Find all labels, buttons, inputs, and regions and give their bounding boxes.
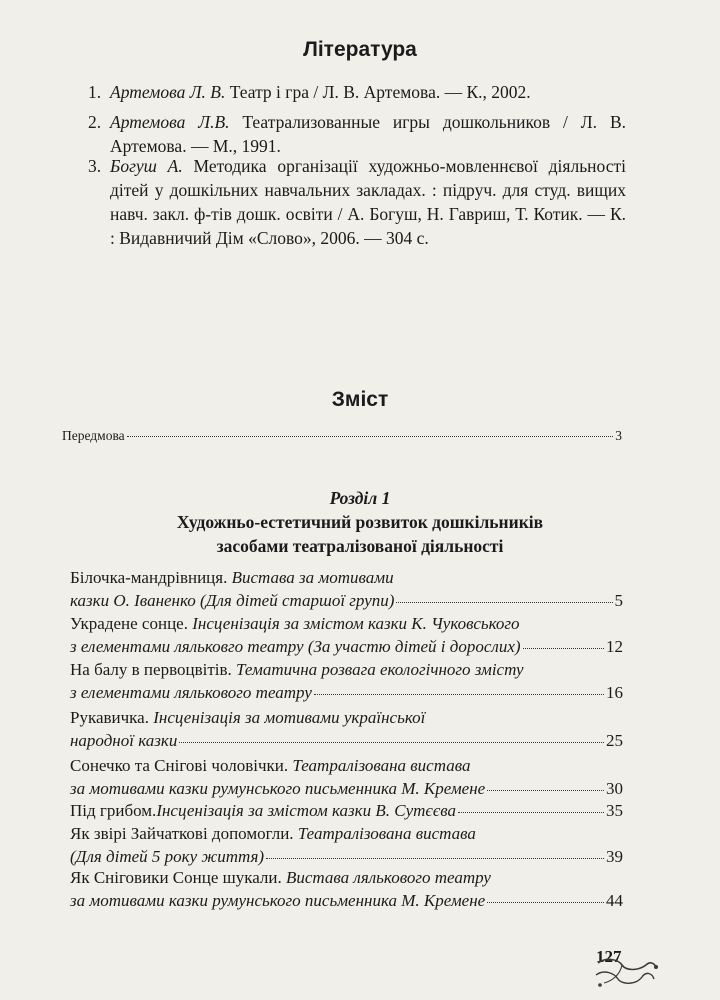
- literature-heading: Література: [303, 38, 417, 61]
- toc-entry-title: Як звірі Зайчаткові допомогли.: [70, 824, 298, 843]
- toc-entry-subtitle: Театралізована вистава: [292, 756, 471, 775]
- reference-number: 1.: [88, 82, 102, 102]
- dot-leader: [396, 602, 612, 603]
- toc-entry-page: 5: [614, 591, 623, 610]
- toc-entry-subtitle: Інсценізація за змістом казки В. Сутєєва: [156, 801, 457, 820]
- section-title-line: засобами театралізованої діяльності: [216, 536, 504, 556]
- toc-entry-title: Украдене сонце.: [70, 614, 193, 633]
- toc-entry-subtitle: Інсценізація за змістом казки К. Чуковського: [192, 614, 520, 633]
- toc-entry: [70, 658, 623, 704]
- toc-entry-title: На балу в первоцвітів.: [70, 660, 237, 679]
- toc-entry: [70, 822, 623, 868]
- toc-foreword-label: Передмова: [62, 428, 125, 443]
- toc-entry-title: Під грибом.: [70, 801, 157, 820]
- toc-entry-subtitle: з елементами ляльковго театру (За участю дітей і дорослих): [70, 637, 521, 656]
- reference-author: Артемова Л.В.: [110, 112, 230, 132]
- toc-entry-page: 44: [606, 891, 623, 910]
- toc-entry: [70, 706, 623, 752]
- toc-entry: [70, 866, 623, 912]
- toc-entry-page: 35: [606, 801, 623, 820]
- dot-leader: [314, 694, 604, 695]
- toc-entry: [70, 566, 623, 612]
- dot-leader: [127, 436, 614, 437]
- toc-entry-page: 30: [606, 779, 623, 798]
- reference-item: [88, 110, 626, 158]
- reference-text: Театрализованные игры дошкольников / Л. В. Артемова. — М., 1991.: [110, 112, 626, 156]
- dot-leader: [266, 858, 604, 859]
- toc-entry-page: 25: [606, 731, 623, 750]
- dot-leader: [487, 902, 604, 903]
- reference-number: 2.: [88, 112, 102, 132]
- toc-entry: [70, 754, 623, 800]
- toc-entry-subtitle: народної казки: [70, 731, 178, 750]
- reference-item: [88, 80, 626, 104]
- contents-heading: Зміст: [331, 388, 389, 411]
- toc-entry-page: 12: [606, 637, 623, 656]
- toc-entry-subtitle: (Для дітей 5 року життя): [70, 847, 265, 866]
- toc-entry-subtitle: Інсценізація за мотивами української: [153, 708, 426, 727]
- reference-author: Артемова Л. В.: [110, 82, 226, 102]
- toc-entry-title: Сонечко та Снігові чоловічки.: [70, 756, 293, 775]
- toc-foreword: [62, 428, 622, 444]
- toc-entry-subtitle: за мотивами казки румунського письменника М. Кремене: [70, 779, 486, 798]
- toc-entry-subtitle: Тематична розвага екологічного змісту: [236, 660, 524, 679]
- toc-entry-page: 16: [606, 683, 623, 702]
- section-label: Розділ 1: [329, 488, 391, 508]
- toc-entry-subtitle: Вистава лялькового театру: [286, 868, 491, 887]
- reference-text: Театр і гра / Л. В. Артемова. — К., 2002.: [225, 82, 531, 102]
- toc-entry-subtitle: за мотивами казки румунського письменника М. Кремене: [70, 891, 486, 910]
- dot-leader: [523, 648, 604, 649]
- reference-author: Богуш А.: [110, 156, 183, 176]
- toc-entry-subtitle: Вистава за мотивами: [231, 568, 394, 587]
- dot-leader: [458, 812, 604, 813]
- toc-entry-subtitle: Театралізована вистава: [297, 824, 476, 843]
- reference-item: [88, 154, 626, 250]
- page-ornament-icon: [592, 955, 660, 991]
- toc-entry-title: Рукавичка.: [70, 708, 154, 727]
- reference-number: 3.: [88, 156, 102, 176]
- toc-entry-subtitle: казки О. Іваненко (Для дітей старшої групи): [70, 591, 395, 610]
- toc-entry-title: Як Сніговики Сонце шукали.: [70, 868, 286, 887]
- toc-entry-title: Білочка-мандрівниця.: [70, 568, 232, 587]
- section-title-line: Художньо-естетичний розвиток дошкільників: [176, 512, 544, 532]
- dot-leader: [179, 742, 604, 743]
- page-number: 127: [596, 947, 622, 966]
- toc-entry: [70, 799, 623, 822]
- dot-leader: [487, 790, 604, 791]
- toc-entry: [70, 612, 623, 658]
- toc-foreword-page: 3: [615, 428, 622, 443]
- toc-entry-page: 39: [606, 847, 623, 866]
- reference-text: Методика організації художньо-мовленнєвої діяльності дітей у дошкільних навчальних закладах. : підруч. для студ. вищих навч. закл. ф-тів дошк. освіти / А. Богуш, Н. Гавриш, Т. Котик. — К. : Видавничий Дім «Слово», 2006. — 304 с.: [110, 156, 626, 248]
- toc-entry-subtitle: з елементами лялькового театру: [70, 683, 312, 702]
